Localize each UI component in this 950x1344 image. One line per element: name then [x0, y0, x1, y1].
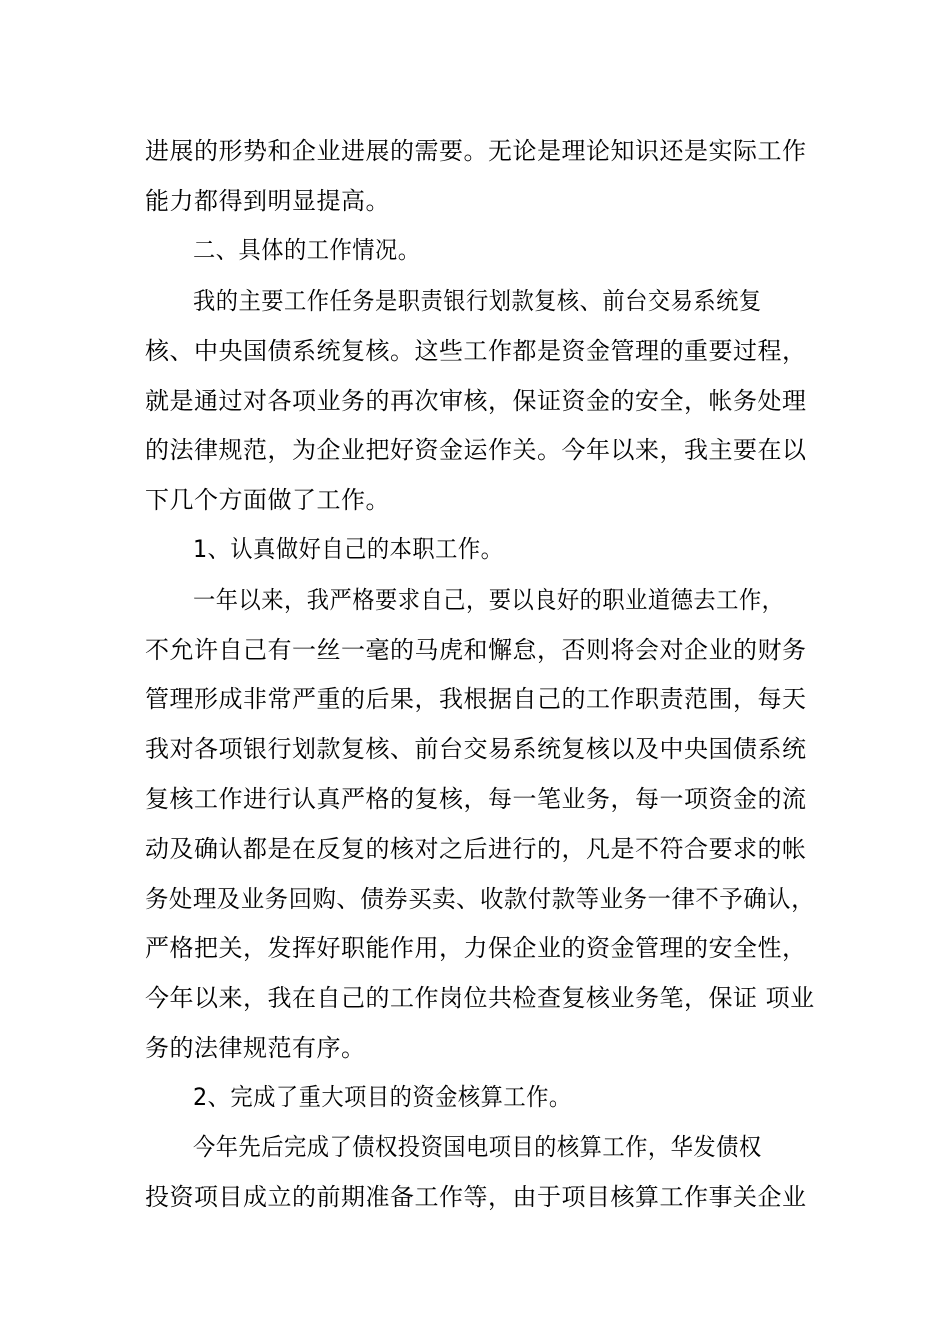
text-line: 核、中央国债系统复核。这些工作都是资金管理的重要过程， — [145, 337, 807, 365]
text-line: 我的主要工作任务是职责银行划款复核、前台交易系统复 — [193, 287, 762, 315]
text-line: 投资项目成立的前期准备工作等，由于项目核算工作事关企业 — [145, 1183, 807, 1211]
text-line: 严格把关，发挥好职能作用，力保企业的资金管理的安全性， — [145, 934, 807, 962]
subsection-heading: 1、认真做好自己的本职工作。 — [193, 535, 504, 563]
text-line: 今年先后完成了债权投资国电项目的核算工作，华发债权 — [193, 1133, 762, 1161]
text-line: 一年以来，我严格要求自己，要以良好的职业道德去工作， — [193, 586, 785, 614]
text-line: 不允许自己有一丝一毫的马虎和懈怠，否则将会对企业的财务 — [145, 636, 807, 664]
text-line: 进展的形势和企业进展的需要。无论是理论知识还是实际工作 — [145, 137, 807, 165]
text-line: 就是通过对各项业务的再次审核，保证资金的安全，帐务处理 — [145, 387, 807, 415]
text-line: 的法律规范，为企业把好资金运作关。今年以来，我主要在以 — [145, 436, 807, 464]
text-line: 务处理及业务回购、债券买卖、收款付款等业务一律不予确认， — [145, 885, 816, 913]
section-heading: 二、具体的工作情况。 — [193, 236, 421, 264]
text-line: 能力都得到明显提高。 — [145, 187, 390, 215]
text-line: 下几个方面做了工作。 — [145, 486, 390, 514]
subsection-heading: 2、完成了重大项目的资金核算工作。 — [193, 1083, 572, 1111]
text-line: 动及确认都是在反复的核对之后进行的，凡是不符合要求的帐 — [145, 835, 807, 863]
text-line: 管理形成非常严重的后果，我根据自己的工作职责范围，每天 — [145, 685, 807, 713]
text-line: 复核工作进行认真严格的复核，每一笔业务，每一项资金的流 — [145, 785, 807, 813]
text-line: 我对各项银行划款复核、前台交易系统复核以及中央国债系统 — [145, 735, 807, 763]
text-line: 务的法律规范有序。 — [145, 1034, 366, 1062]
text-line: 今年以来，我在自己的工作岗位共检查复核业务笔，保证 项业 — [145, 984, 815, 1012]
